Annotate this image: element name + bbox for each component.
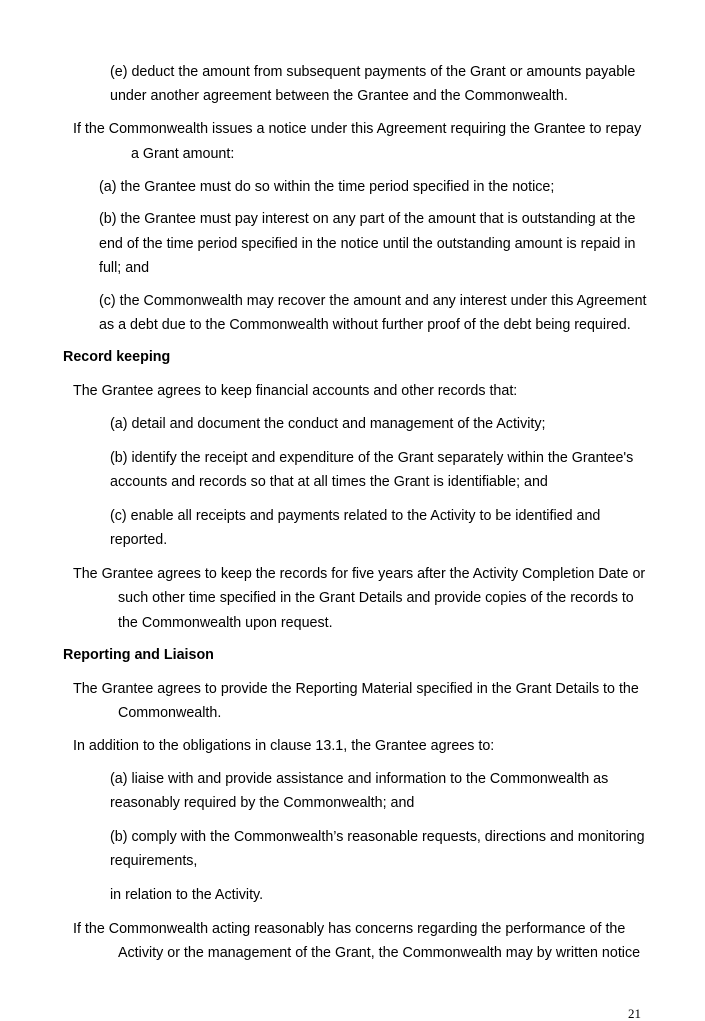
record-item-b-line-2: accounts and records so that at all times the Grant is identifiable; and [110, 474, 548, 490]
section-heading-reporting-liaison: Reporting and Liaison [63, 647, 214, 663]
repay-notice-line-2: a Grant amount: [131, 146, 235, 162]
records-retention-line-3: the Commonwealth upon request. [118, 615, 333, 631]
record-keeping-intro: The Grantee agrees to keep financial accounts and other records that: [73, 383, 518, 399]
reporting-material-line-2: Commonwealth. [118, 705, 222, 721]
clause-e-line-1: (e) deduct the amount from subsequent payments of the Grant or amounts payable [110, 64, 636, 80]
liaison-item-a-line-2: reasonably required by the Commonwealth; and [110, 795, 415, 811]
record-item-c-line-2: reported. [110, 532, 168, 548]
repay-item-a: (a) the Grantee must do so within the time period specified in the notice; [99, 179, 555, 195]
repay-item-b-line-2: end of the time period specified in the notice until the outstanding amount is repaid in [99, 236, 636, 252]
liaison-closing: in relation to the Activity. [110, 887, 264, 903]
page-number: 21 [628, 1006, 641, 1021]
records-retention-line-1: The Grantee agrees to keep the records for five years after the Activity Completion Date or [73, 566, 646, 582]
section-heading-record-keeping: Record keeping [63, 349, 171, 365]
liaison-item-a-line-1: (a) liaise with and provide assistance and information to the Commonwealth as [110, 771, 609, 787]
record-item-b-line-1: (b) identify the receipt and expenditure of the Grant separately within the Grantee's [110, 450, 634, 466]
record-item-a: (a) detail and document the conduct and management of the Activity; [110, 416, 546, 432]
obligations-intro: In addition to the obligations in clause 13.1, the Grantee agrees to: [73, 738, 495, 754]
liaison-item-b-line-2: requirements, [110, 853, 198, 869]
reporting-material-line-1: The Grantee agrees to provide the Reporting Material specified in the Grant Details to the [73, 681, 639, 697]
liaison-item-b-line-1: (b) comply with the Commonwealth’s reasonable requests, directions and monitoring [110, 829, 645, 845]
repay-item-c-line-2: as a debt due to the Commonwealth without further proof of the debt being required. [99, 317, 631, 333]
record-item-c-line-1: (c) enable all receipts and payments related to the Activity to be identified and [110, 508, 601, 524]
repay-notice-line-1: If the Commonwealth issues a notice under this Agreement requiring the Grantee to repay [73, 121, 642, 137]
repay-item-b-line-1: (b) the Grantee must pay interest on any part of the amount that is outstanding at the [99, 211, 636, 227]
repay-item-c-line-1: (c) the Commonwealth may recover the amount and any interest under this Agreement [99, 293, 647, 309]
performance-concerns-line-1: If the Commonwealth acting reasonably has concerns regarding the performance of the [73, 921, 626, 937]
performance-concerns-line-2: Activity or the management of the Grant, the Commonwealth may by written notice [118, 945, 641, 961]
repay-item-b-line-3: full; and [99, 260, 150, 276]
clause-e-line-2: under another agreement between the Grantee and the Commonwealth. [110, 88, 568, 104]
records-retention-line-2: such other time specified in the Grant Details and provide copies of the records to [118, 590, 634, 606]
